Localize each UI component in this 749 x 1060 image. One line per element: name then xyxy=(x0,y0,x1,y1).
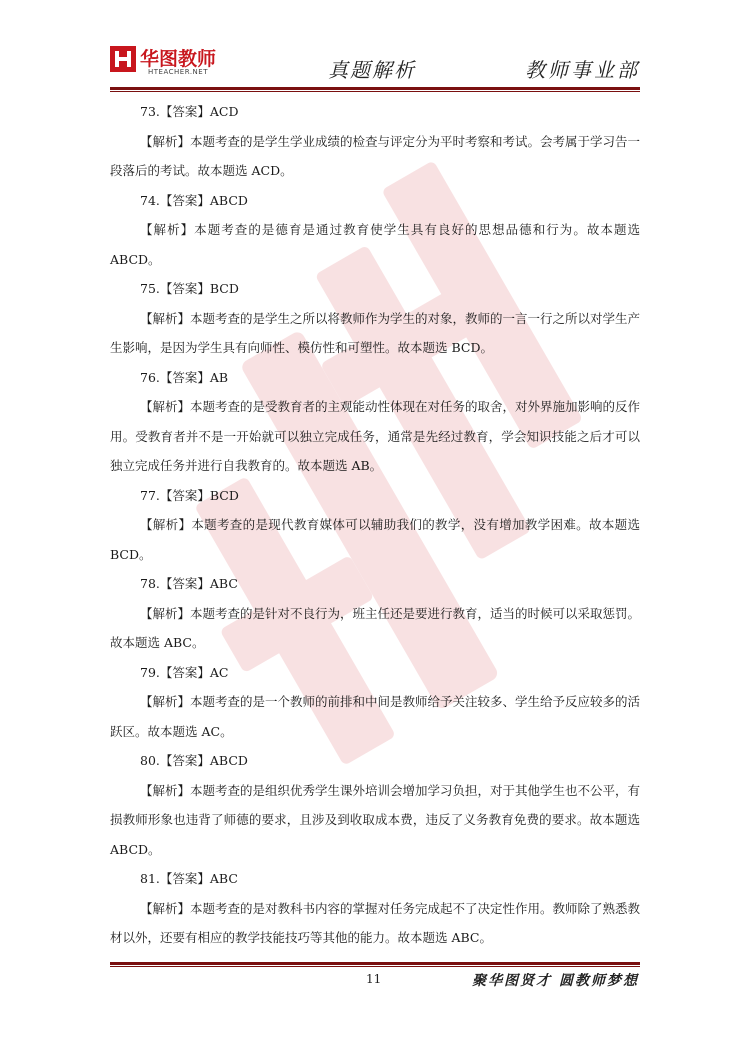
answer-line: 80.【答案】ABCD xyxy=(140,753,248,768)
analysis-paragraph: 【解析】本题考查的是组织优秀学生课外培训会增加学习负担，对于其他学生也不公平，有损教师形象也违背了师德的要求，且涉及到收取成本费，违反了义务教育免费的要求。故本题选 ABCD。 xyxy=(110,782,641,857)
answer-line: 73.【答案】ACD xyxy=(140,104,239,119)
header-divider xyxy=(110,87,640,90)
answer-line: 74.【答案】ABCD xyxy=(140,192,248,208)
department-name: 教师事业部 xyxy=(525,58,640,82)
analysis-paragraph: 【解析】本题考查的是受教育者的主观能动性体现在对任务的取舍，对外界施加影响的反作用。受教育者并不是一开始就可以独立完成任务，通常是先经过教育，学会知识技能之后才可以独立完成任务并进行自我教育的。故本题选 AB。 xyxy=(110,399,641,473)
answer-list xyxy=(110,97,640,953)
answer-item xyxy=(110,864,640,953)
answer-item xyxy=(110,569,640,658)
answer-line: 76.【答案】AB xyxy=(140,369,229,385)
brand-logo-icon xyxy=(110,46,136,72)
footer-divider-thin xyxy=(110,966,640,967)
answer-line: 75.【答案】BCD xyxy=(140,281,239,296)
answer-item xyxy=(110,186,640,275)
answer-item xyxy=(110,363,640,481)
footer-divider xyxy=(110,962,640,965)
answer-line: 81.【答案】ABC xyxy=(140,871,238,886)
answer-line: 79.【答案】AC xyxy=(140,664,229,680)
answer-item xyxy=(110,658,640,747)
analysis-paragraph: 【解析】本题考查的是一个教师的前排和中间是教师给予关注较多、学生给予反应较多的活跃区。故本题选 AC。 xyxy=(110,694,641,739)
answer-item xyxy=(110,746,640,864)
document-title: 真题解析 xyxy=(328,58,416,82)
brand-logo xyxy=(110,44,260,84)
answer-item xyxy=(110,274,640,363)
analysis-paragraph: 【解析】本题考查的是对教科书内容的掌握对任务完成起不了决定性作用。教师除了熟悉教材以外，还要有相应的教学技能技巧等其他的能力。故本题选 ABC。 xyxy=(110,900,641,945)
brand-name: 华图教师 xyxy=(140,48,217,70)
analysis-paragraph: 【解析】本题考查的是学生之所以将教师作为学生的对象，教师的一言一行之所以对学生产生影响，是因为学生具有向师性、模仿性和可塑性。故本题选 BCD。 xyxy=(110,310,641,355)
answer-item xyxy=(110,97,640,186)
answer-item xyxy=(110,481,640,570)
footer-slogan: 聚华图贤才 圆教师梦想 xyxy=(472,973,639,989)
analysis-paragraph: 【解析】本题考查的是针对不良行为，班主任还是要进行教育，适当的时候可以采取惩罚。故本题选 ABC。 xyxy=(110,605,641,650)
page-header xyxy=(110,44,640,92)
answer-line: 77.【答案】BCD xyxy=(140,487,239,503)
analysis-paragraph: 【解析】本题考查的是德育是通过教育使学生具有良好的思想品德和行为。故本题选ABCD。 xyxy=(110,222,640,267)
analysis-paragraph: 【解析】本题考查的是学生学业成绩的检查与评定分为平时考察和考试。会考属于学习告一段落后的考试。故本题选 ACD。 xyxy=(110,133,641,178)
analysis-paragraph: 【解析】本题考查的是现代教育媒体可以辅助我们的教学，没有增加教学困难。故本题选 BCD。 xyxy=(110,517,640,562)
page-number: 11 xyxy=(366,972,382,986)
answer-line: 78.【答案】ABC xyxy=(140,576,238,591)
brand-domain: HTEACHER.NET xyxy=(148,68,208,76)
header-divider-thin xyxy=(110,91,640,92)
